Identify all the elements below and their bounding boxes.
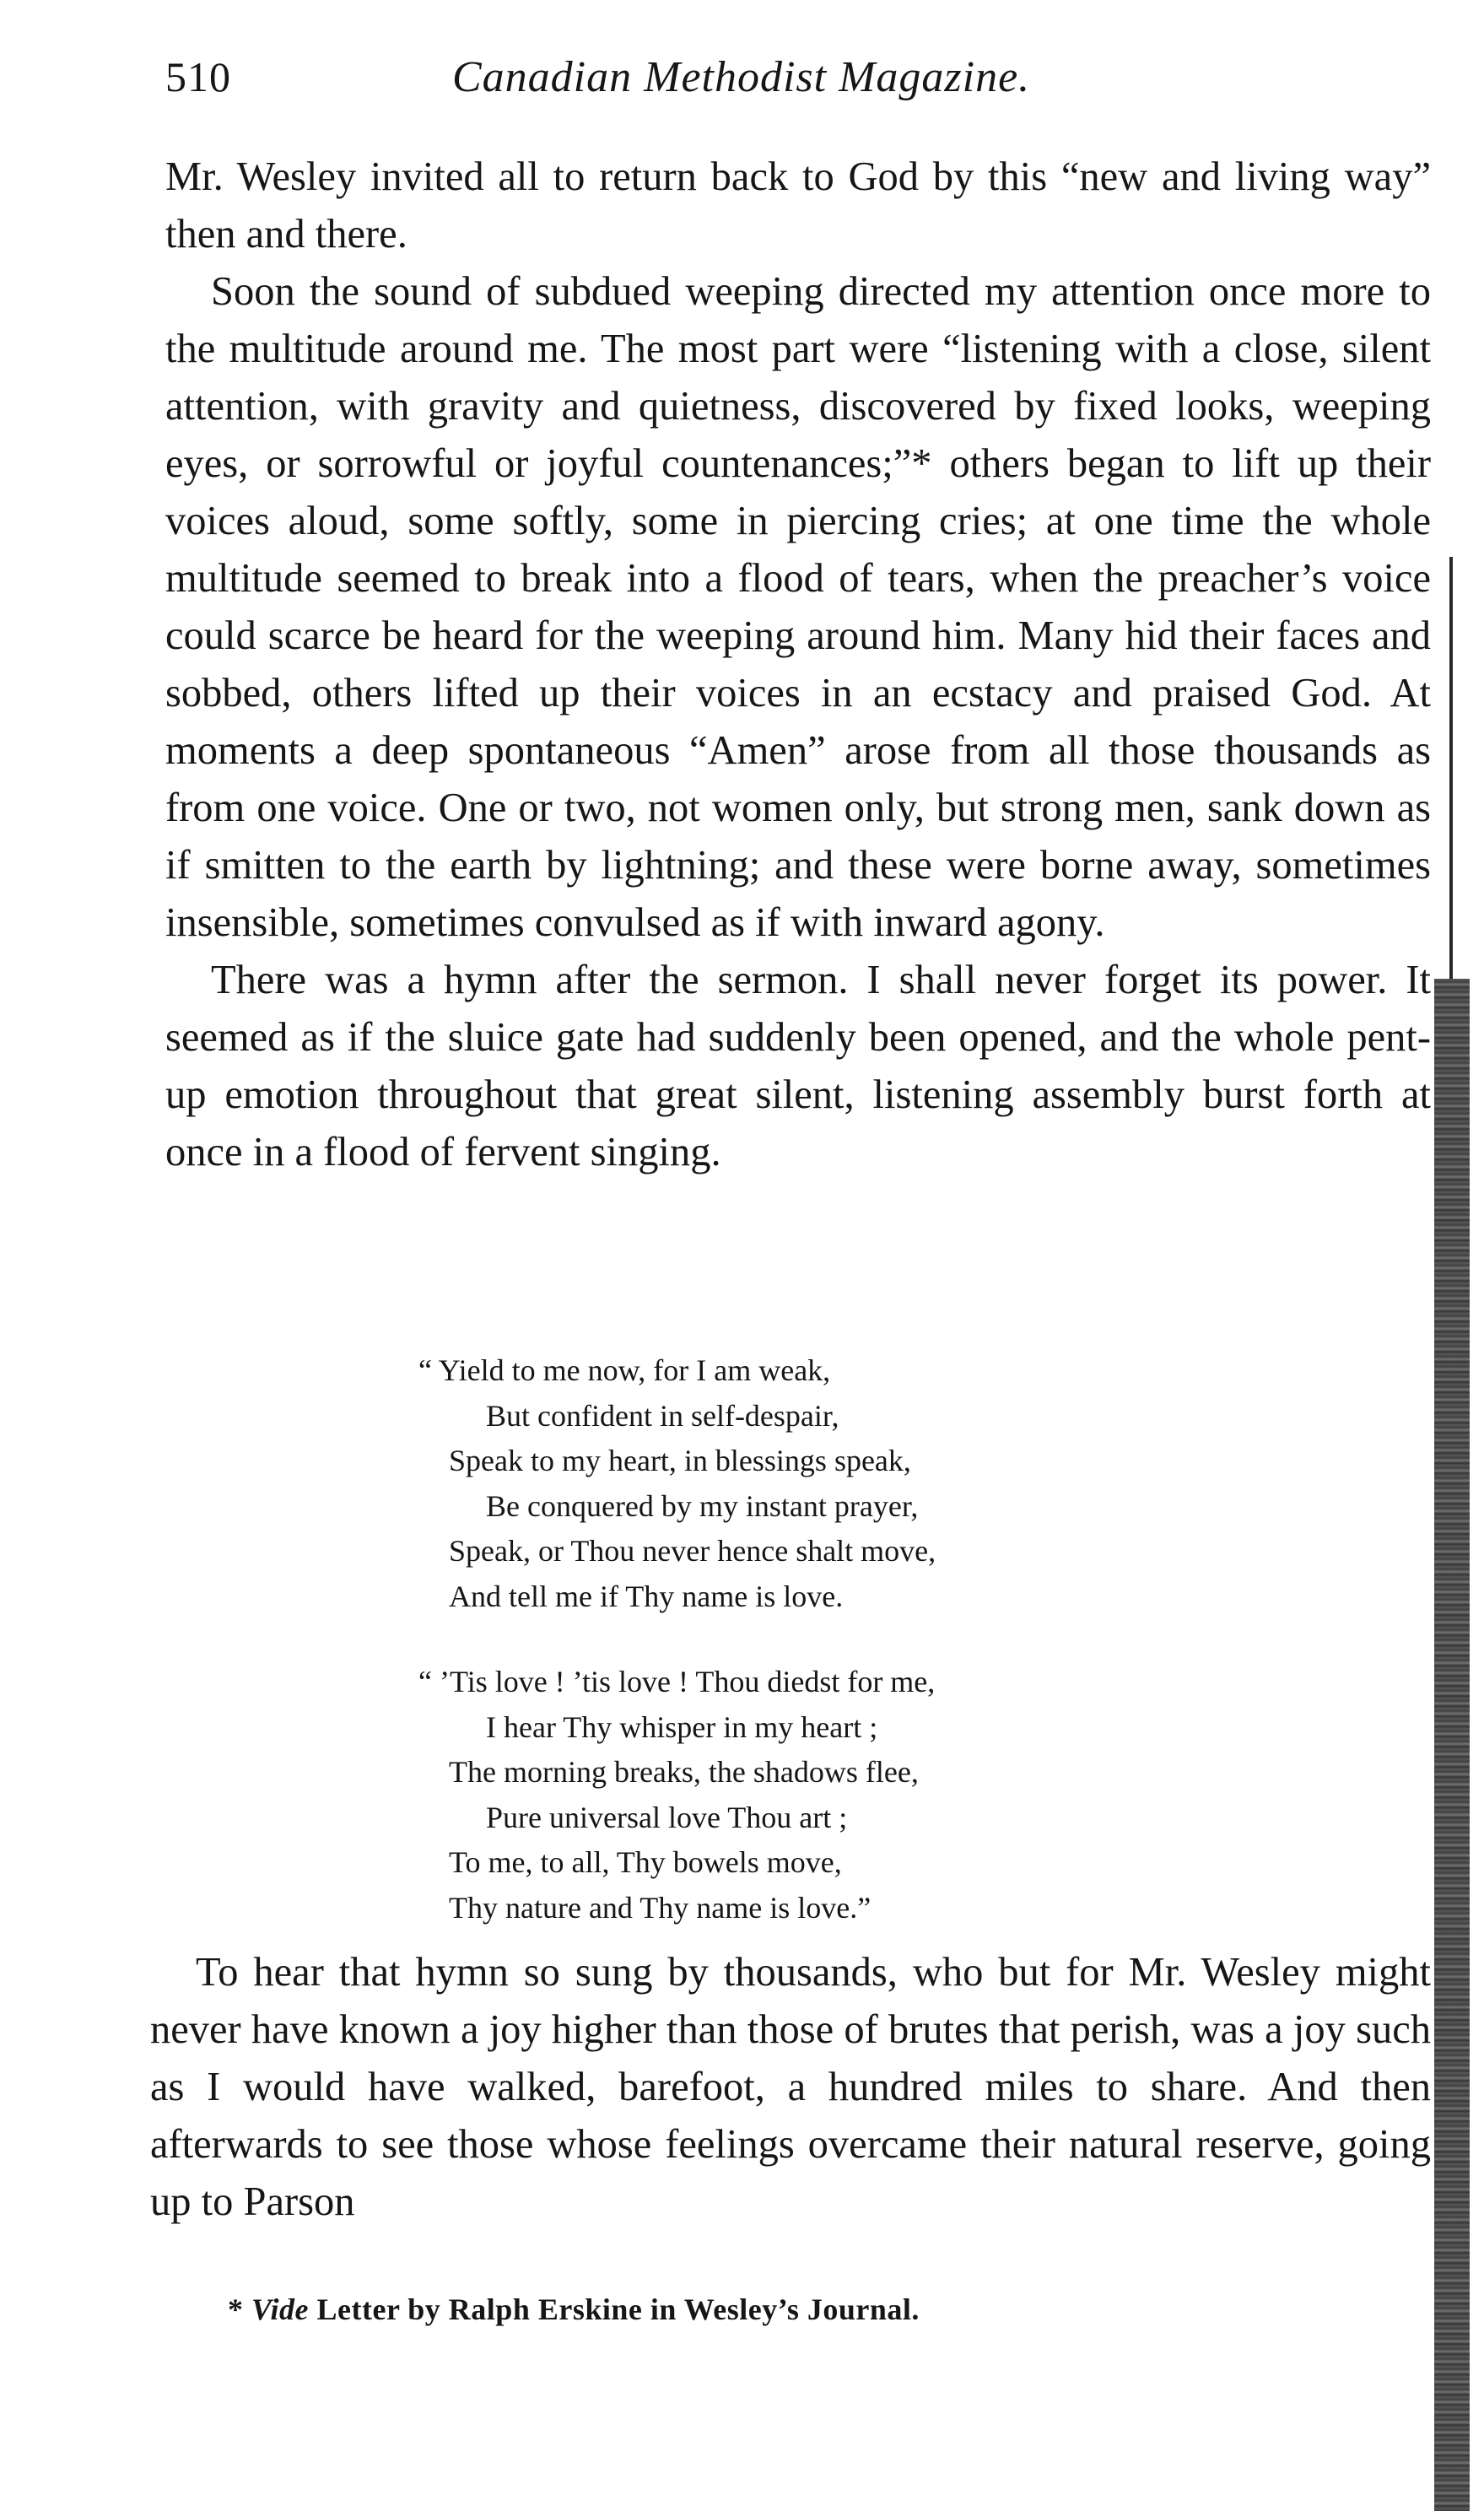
footnote-marker: * xyxy=(228,2292,244,2326)
hymn-line: “ Yield to me now, for I am weak, xyxy=(418,1353,831,1387)
hymn-line: The morning breaks, the shadows flee, xyxy=(449,1755,919,1789)
main-text xyxy=(165,148,1431,1181)
hymn-line: But confident in self-despair, xyxy=(486,1398,839,1433)
footnote-text: Letter by Ralph Erskine in Wesley’s Journal. xyxy=(316,2292,920,2326)
page-edge-shadow xyxy=(1434,979,1470,2511)
hymn-line: Speak to my heart, in blessings speak, xyxy=(449,1444,911,1477)
paragraph-3: There was a hymn after the sermon. I shall never forget its power. It seemed as if the sluice gate had suddenly been opened, and the whole pent-up emotion throughout that great silent, listening assembly burst forth at once in a flood of fervent singing. xyxy=(165,958,1431,1174)
paragraph-4: To hear that hymn so sung by thousands, who but for Mr. Wesley might never have known a joy higher than those of brutes that perish, was a joy such as I would have walked, barefoot, a hundred miles to share. And then afterwards to see those whose feelings overcame their natural reserve, going up to Parson xyxy=(150,1950,1431,2224)
page-edge-line xyxy=(1449,557,1453,979)
page-header xyxy=(165,52,1431,120)
hymn-stanza-1 xyxy=(418,1348,1208,1619)
hymn-line: “ ’Tis love ! ’tis love ! Thou diedst for me, xyxy=(418,1665,936,1698)
footnote xyxy=(228,2292,920,2327)
hymn-line: Speak, or Thou never hence shalt move, xyxy=(449,1534,936,1568)
hymn-line: And tell me if Thy name is love. xyxy=(449,1579,844,1613)
hymn-quotation xyxy=(418,1348,1208,1971)
hymn-line: To me, to all, Thy bowels move, xyxy=(449,1845,842,1879)
footnote-vide: Vide xyxy=(251,2292,310,2326)
hymn-line: Be conquered by my instant prayer, xyxy=(486,1488,919,1523)
hymn-stanza-2 xyxy=(418,1660,1208,1930)
page-number: 510 xyxy=(165,53,231,100)
paragraph-2: Soon the sound of subdued weeping directed my attention once more to the multitude around me. The most part were “listening with a close, silent attention, with gravity and quietness, discovered by fixed looks, weeping eyes, or sorrowful or joyful countenances;”* others began to lift up their voices aloud, some softly, some in piercing cries; at one time the whole multitude seemed to break into a flood of tears, when the preacher’s voice could scarce be heard for the weeping around him. Many hid their faces and sobbed, others lifted up their voices in an ecstacy and praised God. At moments a deep spontaneous “Amen” arose from all those thousands as from one voice. One or two, not women only, but strong men, sank down as if smitten to the earth by lightning; and these were borne away, sometimes insensible, sometimes convulsed as if with inward agony. xyxy=(165,269,1431,945)
closing-text xyxy=(150,1944,1431,2231)
hymn-line: Pure universal love Thou art ; xyxy=(486,1800,848,1834)
running-title: Canadian Methodist Magazine. xyxy=(452,53,1031,101)
paragraph-1: Mr. Wesley invited all to return back to God by this “new and living way” then and there. xyxy=(165,154,1431,256)
hymn-line: Thy nature and Thy name is love.” xyxy=(449,1890,872,1925)
hymn-line: I hear Thy whisper in my heart ; xyxy=(486,1709,878,1744)
